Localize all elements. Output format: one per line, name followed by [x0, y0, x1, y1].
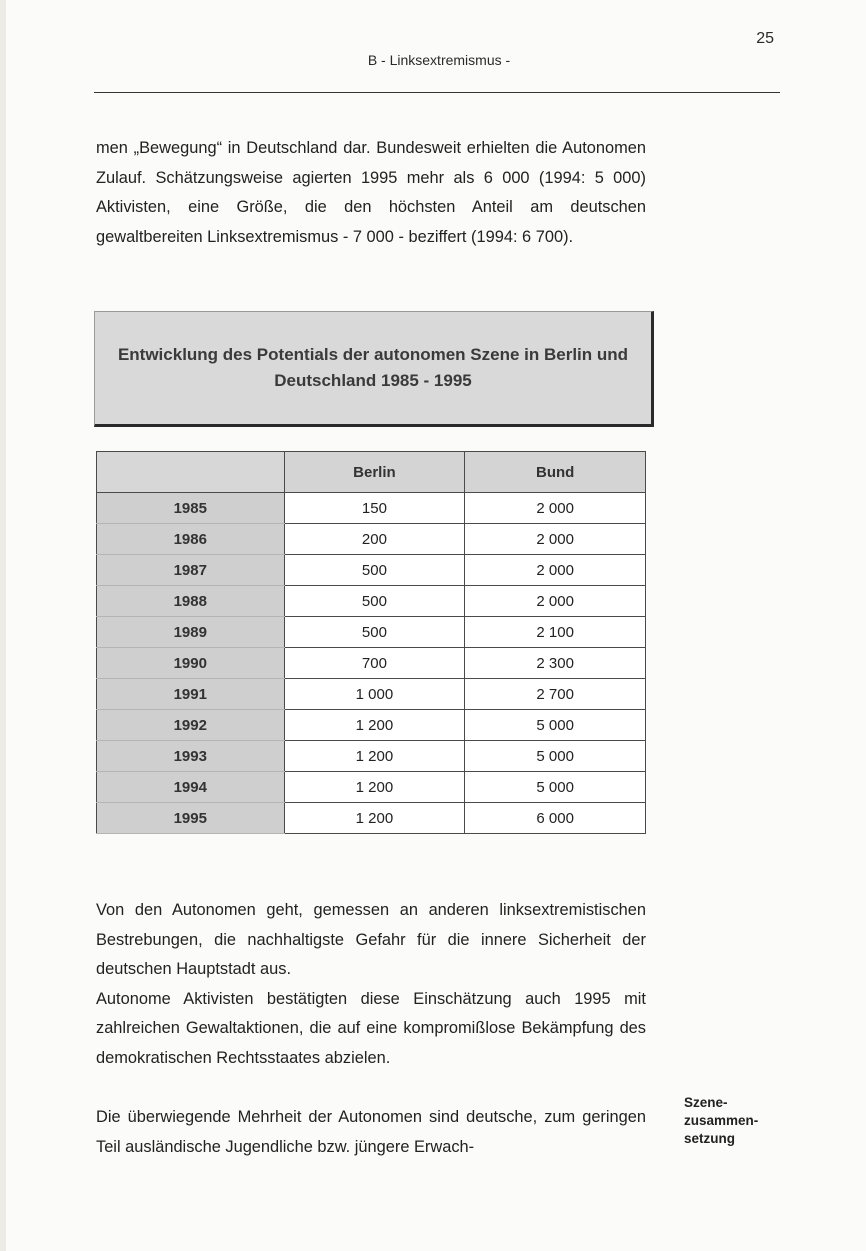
cell-bund: 5 000 — [465, 710, 646, 741]
cell-bund: 2 100 — [465, 617, 646, 648]
margin-note — [684, 1094, 784, 1148]
cell-berlin: 700 — [284, 648, 465, 679]
margin-note-line: setzung — [684, 1131, 736, 1146]
cell-bund: 2 300 — [465, 648, 646, 679]
table-header-row — [97, 452, 646, 493]
table-row — [97, 803, 646, 834]
paragraph-intro: men „Bewegung“ in Deutschland dar. Bundesweit erhielten die Autonomen Zulauf. Schätzungsweise agierten 1995 mehr als 6 000 (1994: 5 000) Aktivisten, eine Größe, die den höchsten Anteil am deutschen gewaltbereiten Linksextremismus - 7 000 - beziffert (1994: 6 700). — [96, 139, 646, 246]
row-year: 1985 — [97, 493, 285, 524]
row-year: 1995 — [97, 803, 285, 834]
table-header-berlin: Berlin — [284, 452, 465, 493]
paragraph-assessment-part-2: Autonome Aktivisten bestätigten diese Einschätzung auch 1995 mit zahlreichen Gewaltaktionen, die auf eine kompromißlose Bekämpfung des demokratischen Rechtsstaates abzielen. — [96, 989, 646, 1067]
cell-bund: 2 000 — [465, 524, 646, 555]
table-row — [97, 493, 646, 524]
table-row — [97, 741, 646, 772]
cell-bund: 2 000 — [465, 493, 646, 524]
table-title-box — [94, 311, 654, 427]
row-year: 1989 — [97, 617, 285, 648]
cell-berlin: 1 000 — [284, 679, 465, 710]
cell-berlin: 1 200 — [284, 803, 465, 834]
row-year: 1992 — [97, 710, 285, 741]
table-row — [97, 648, 646, 679]
cell-berlin: 500 — [284, 617, 465, 648]
row-year: 1987 — [97, 555, 285, 586]
cell-berlin: 500 — [284, 555, 465, 586]
cell-bund: 2 000 — [465, 555, 646, 586]
table-row — [97, 617, 646, 648]
table-header-corner — [97, 452, 285, 493]
potential-table — [96, 451, 646, 834]
table-row — [97, 586, 646, 617]
cell-bund: 2 700 — [465, 679, 646, 710]
header-rule — [94, 92, 780, 93]
cell-berlin: 1 200 — [284, 772, 465, 803]
cell-berlin: 1 200 — [284, 741, 465, 772]
cell-berlin: 150 — [284, 493, 465, 524]
cell-berlin: 200 — [284, 524, 465, 555]
row-year: 1990 — [97, 648, 285, 679]
cell-bund: 6 000 — [465, 803, 646, 834]
paragraph-composition: Die überwiegende Mehrheit der Autonomen sind deutsche, zum geringen Teil ausländische Jugendliche bzw. jüngere Erwach- — [96, 1108, 646, 1156]
table-row — [97, 555, 646, 586]
cell-bund: 5 000 — [465, 772, 646, 803]
paragraph-assessment — [96, 896, 646, 1073]
page-number: 25 — [756, 30, 774, 47]
table-row — [97, 524, 646, 555]
table-row — [97, 710, 646, 741]
row-year: 1988 — [97, 586, 285, 617]
cell-bund: 5 000 — [465, 741, 646, 772]
table-title: Entwicklung des Potentials der autonomen Szene in Berlin und Deutschland 1985 - 1995 — [117, 345, 629, 390]
paragraph-assessment-part-1: Von den Autonomen geht, gemessen an anderen linksextremistischen Bestrebungen, die nachhaltigste Gefahr für die innere Sicherheit der deutschen Hauptstadt aus. — [96, 901, 646, 978]
cell-berlin: 500 — [284, 586, 465, 617]
table-header-bund: Bund — [465, 452, 646, 493]
row-year: 1991 — [97, 679, 285, 710]
cell-berlin: 1 200 — [284, 710, 465, 741]
row-year: 1994 — [97, 772, 285, 803]
row-year: 1993 — [97, 741, 285, 772]
table-row — [97, 772, 646, 803]
row-year: 1986 — [97, 524, 285, 555]
margin-note-line: zusammen- — [684, 1113, 759, 1128]
margin-note-line: Szene- — [684, 1095, 728, 1110]
table-row — [97, 679, 646, 710]
running-head: B - Linksextremismus - — [367, 52, 511, 68]
cell-bund: 2 000 — [465, 586, 646, 617]
